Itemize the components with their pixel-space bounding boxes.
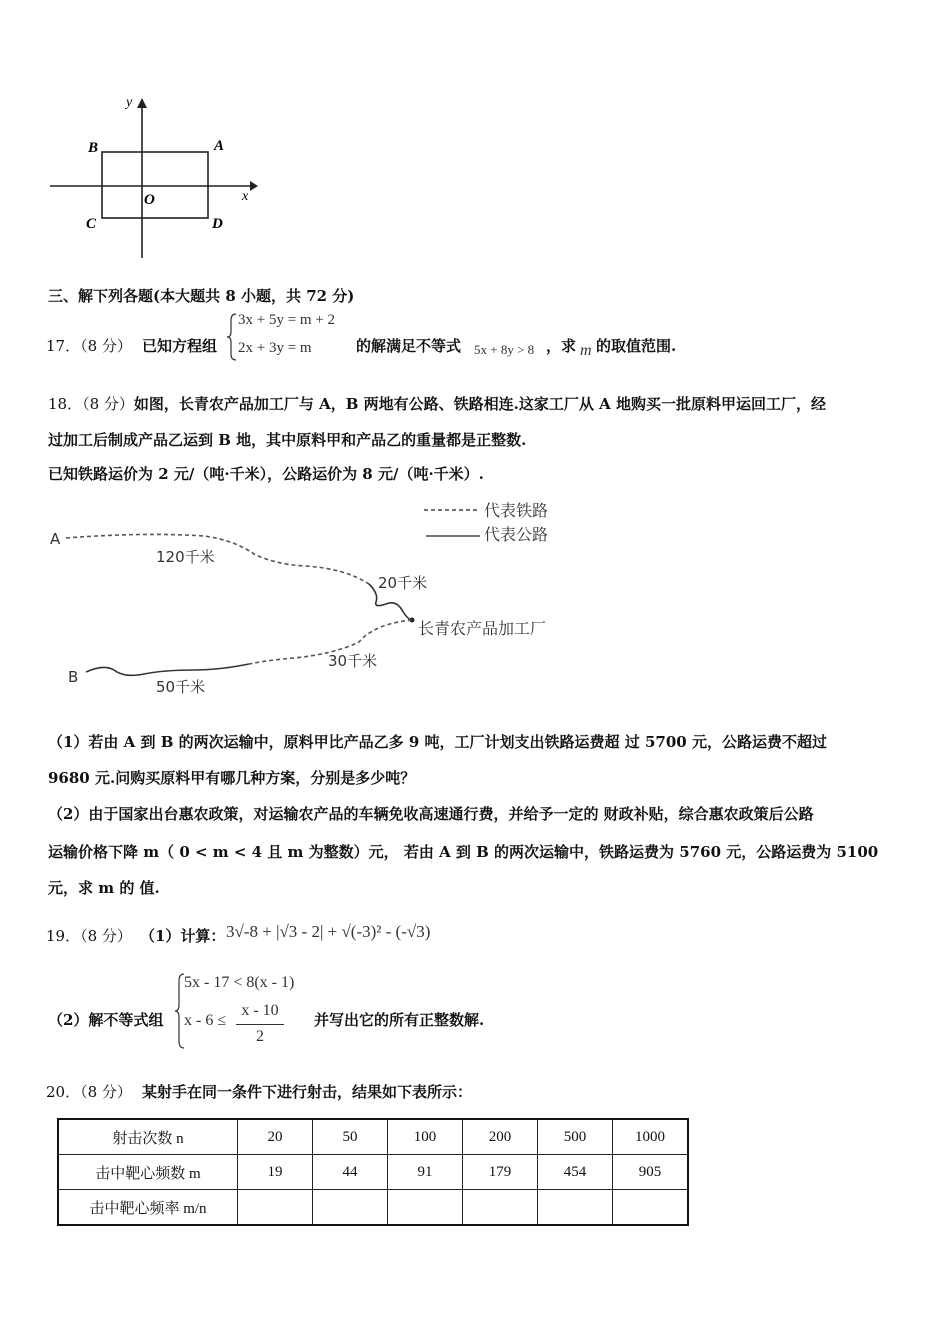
table-cell: 50 bbox=[313, 1119, 388, 1155]
table-cell: 454 bbox=[538, 1155, 613, 1190]
point-c-label: C bbox=[86, 216, 97, 232]
table-cell bbox=[613, 1190, 689, 1226]
table-cell: 100 bbox=[388, 1119, 463, 1155]
q18-part1-line1: （1）若由 A 到 B 的两次运输中，原料甲比产品乙多 9 吨，工厂计划支出铁路运费超 过 5700 元，公路运费不超过 bbox=[48, 733, 827, 751]
q18-part2-line2: 运输价格下降 m（ 0 < m < 4 且 m 为整数）元， 若由 A 到 B 的两次运输中，铁路运费为 5760 元，公路运费为 5100 bbox=[48, 843, 879, 861]
row-label-rate: 击中靶心频率 m/n bbox=[58, 1190, 238, 1226]
map-point-b: B bbox=[68, 668, 79, 686]
rail-a-to-curve bbox=[66, 534, 369, 584]
q17-eq2: 2x + 3y = m bbox=[238, 340, 312, 356]
q19-ineq2-left: x - 6 ≤ bbox=[184, 1012, 227, 1029]
table-cell: 179 bbox=[463, 1155, 538, 1190]
q19-ineq1: 5x - 17 < 8(x - 1) bbox=[184, 974, 295, 991]
table-row bbox=[58, 1190, 688, 1226]
table-cell: 44 bbox=[313, 1155, 388, 1190]
q17-var-m: m bbox=[580, 342, 592, 359]
point-a-label: A bbox=[214, 138, 225, 154]
q20-number: 20．（8 分） bbox=[46, 1083, 132, 1101]
table-cell: 200 bbox=[463, 1119, 538, 1155]
q19-ineq2-den: 2 bbox=[256, 1028, 264, 1045]
q19-ineq2-num: x - 10 bbox=[241, 1002, 279, 1019]
q19-tail: 并写出它的所有正整数解. bbox=[314, 1011, 485, 1029]
y-axis-label: y bbox=[126, 95, 133, 110]
x-axis-arrow bbox=[250, 181, 258, 191]
q18-number: 18．（8 分） bbox=[48, 395, 134, 413]
origin-label: O bbox=[144, 192, 155, 208]
table-cell: 1000 bbox=[613, 1119, 689, 1155]
q19-number: 19．（8 分） bbox=[46, 927, 132, 945]
q18-line2: 过加工后制成产品乙运到 B 地，其中原料甲和产品乙的重量都是正整数. bbox=[48, 431, 527, 449]
table-cell: 500 bbox=[538, 1119, 613, 1155]
map-factory-label: 长青农产品加工厂 bbox=[418, 619, 547, 638]
y-axis-arrow bbox=[137, 98, 147, 108]
table-cell bbox=[313, 1190, 388, 1226]
x-axis-label: x bbox=[242, 189, 249, 204]
table-cell bbox=[238, 1190, 313, 1226]
q17-inequality: 5x + 8y > 8 bbox=[474, 342, 535, 357]
dist-30: 30千米 bbox=[328, 652, 378, 670]
table-cell bbox=[388, 1190, 463, 1226]
q20-intro: 某射手在同一条件下进行射击，结果如下表所示： bbox=[142, 1083, 473, 1101]
section-heading: 三、解下列各题(本大题共 8 小题，共 72 分) bbox=[48, 287, 355, 305]
q19-fraction-bar bbox=[236, 1024, 284, 1025]
q18-line1-wrap bbox=[48, 394, 826, 414]
row-label-hits: 击中靶心频数 m bbox=[58, 1155, 238, 1190]
legend-rail-text: 代表铁路 bbox=[484, 501, 549, 520]
q18-part1-line2: 9680 元.问购买原料甲有哪几种方案，分别是多少吨？ bbox=[48, 769, 416, 787]
table-cell: 905 bbox=[613, 1155, 689, 1190]
table-row bbox=[58, 1155, 688, 1190]
q17-brace bbox=[226, 312, 238, 362]
map-point-a: A bbox=[50, 530, 61, 548]
table-cell: 19 bbox=[238, 1155, 313, 1190]
q17-number: 17．（8 分） bbox=[46, 337, 132, 355]
table-cell bbox=[538, 1190, 613, 1226]
dist-20: 20千米 bbox=[378, 574, 428, 592]
q18-part2-line3: 元，求 m 的 值. bbox=[48, 879, 160, 897]
road-to-b bbox=[86, 664, 249, 675]
q19-part2-label: （2）解不等式组 bbox=[48, 1011, 164, 1029]
coordinate-figure bbox=[44, 92, 264, 262]
q17-intro: 已知方程组 bbox=[142, 337, 218, 355]
q17-tail: 的取值范围. bbox=[596, 337, 677, 355]
q17-mid: 的解满足不等式 bbox=[356, 337, 462, 355]
q17-eq1: 3x + 5y = m + 2 bbox=[238, 312, 336, 328]
q19-part1-label: （1）计算： bbox=[140, 927, 226, 945]
q18-part2-line1: （2）由于国家出台惠农政策，对运输农产品的车辆免收高速通行费，并给予一定的 财政补贴，综合惠农政策后公路 bbox=[48, 805, 814, 823]
q17-comma: ，求 bbox=[546, 337, 577, 355]
q18-line3: 已知铁路运价为 2 元/（吨·千米），公路运价为 8 元/（吨·千米）. bbox=[48, 465, 484, 483]
question-17 bbox=[46, 310, 906, 366]
transport-map bbox=[44, 494, 604, 714]
q19-expr: 3√-8 + |√3 - 2| + √(-3)² - (-√3) bbox=[226, 922, 431, 941]
point-d-label: D bbox=[212, 216, 223, 232]
dist-120: 120千米 bbox=[156, 548, 215, 566]
table-cell: 91 bbox=[388, 1155, 463, 1190]
row-label-shots: 射击次数 n bbox=[58, 1119, 238, 1155]
q18-line1: 如图，长青农产品加工厂与 A，B 两地有公路、铁路相连.这家工厂从 A 地购买一批原料甲运回工厂，经 bbox=[133, 395, 826, 413]
legend-road-text: 代表公路 bbox=[484, 525, 549, 544]
table-row bbox=[58, 1119, 688, 1155]
table-cell bbox=[463, 1190, 538, 1226]
shooting-table bbox=[57, 1118, 689, 1226]
point-b-label: B bbox=[88, 140, 99, 156]
rectangle-abcd bbox=[102, 152, 208, 218]
table-cell: 20 bbox=[238, 1119, 313, 1155]
dist-50: 50千米 bbox=[156, 678, 206, 696]
